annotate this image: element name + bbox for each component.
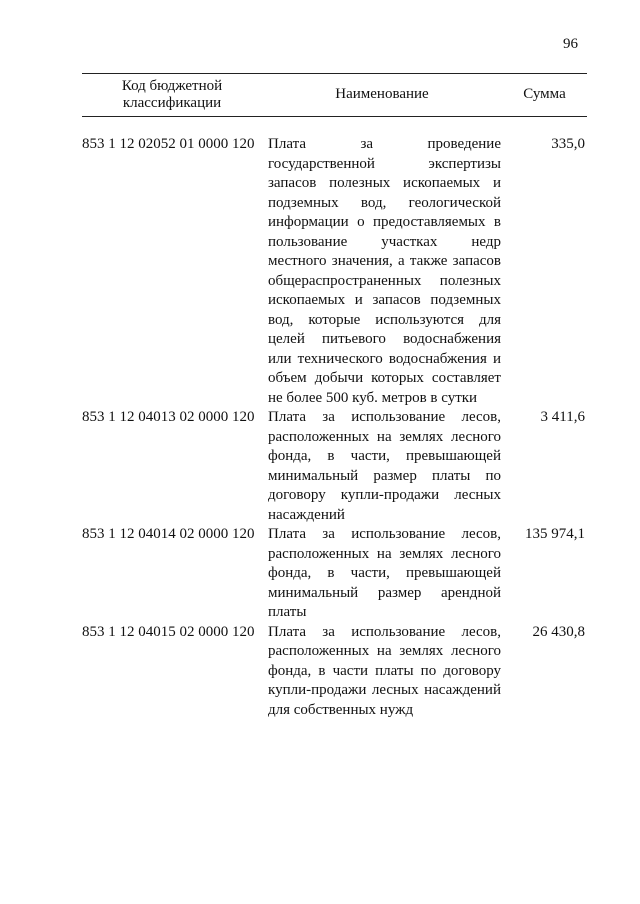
budget-code-cell: 853 1 12 04013 02 0000 120 [82, 409, 255, 425]
budget-code-cell: 853 1 12 04015 02 0000 120 [82, 623, 255, 640]
page-number: 96 [563, 36, 578, 52]
budget-name-cell: Плата за проведение государственной экспертизы запасов полезных ископаемых и подземных вод, геологической информации о предоставляемых в пользование участках недр местного значения, а также запасов общераспространенных полезных ископаемых и запасов подземных вод, которые используются для целей питьевого водоснабжения или технического водоснабжения и объем добычи которых составляет не более 500 куб. метров в сутки [268, 136, 501, 406]
budget-code-cell: 853 1 12 02052 01 0000 120 [82, 136, 255, 152]
column-header-name: Наименование [335, 86, 429, 102]
budget-code-cell: 853 1 12 04014 02 0000 120 [82, 526, 255, 542]
column-header-sum: Сумма [523, 86, 566, 102]
table-row [82, 408, 587, 525]
budget-name-cell: Плата за использование лесов, расположенных на землях лесного фонда, в части, превышающей минимальный размер арендной платы [268, 526, 501, 620]
budget-sum-cell: 335,0 [551, 136, 585, 152]
budget-sum-cell: 3 411,6 [540, 409, 585, 425]
budget-sum-cell: 26 430,8 [532, 623, 585, 640]
budget-sum-cell: 135 974,1 [525, 526, 585, 542]
budget-table-body [82, 135, 587, 720]
budget-name-cell: Плата за использование лесов, расположенных на землях лесного фонда, в части платы по договору купли-продажи лесных насаждений для собственных нужд [268, 623, 501, 718]
table-header-bottom-rule [82, 116, 587, 117]
budget-name-cell: Плата за использование лесов, расположенных на землях лесного фонда, в части, превышающей минимальный размер платы по договору купли-продажи лесных насаждений [268, 409, 501, 523]
table-row [82, 525, 587, 623]
table-row [82, 135, 587, 408]
table-row [82, 623, 587, 721]
column-header-code: Код бюджетной классификации [121, 77, 223, 111]
